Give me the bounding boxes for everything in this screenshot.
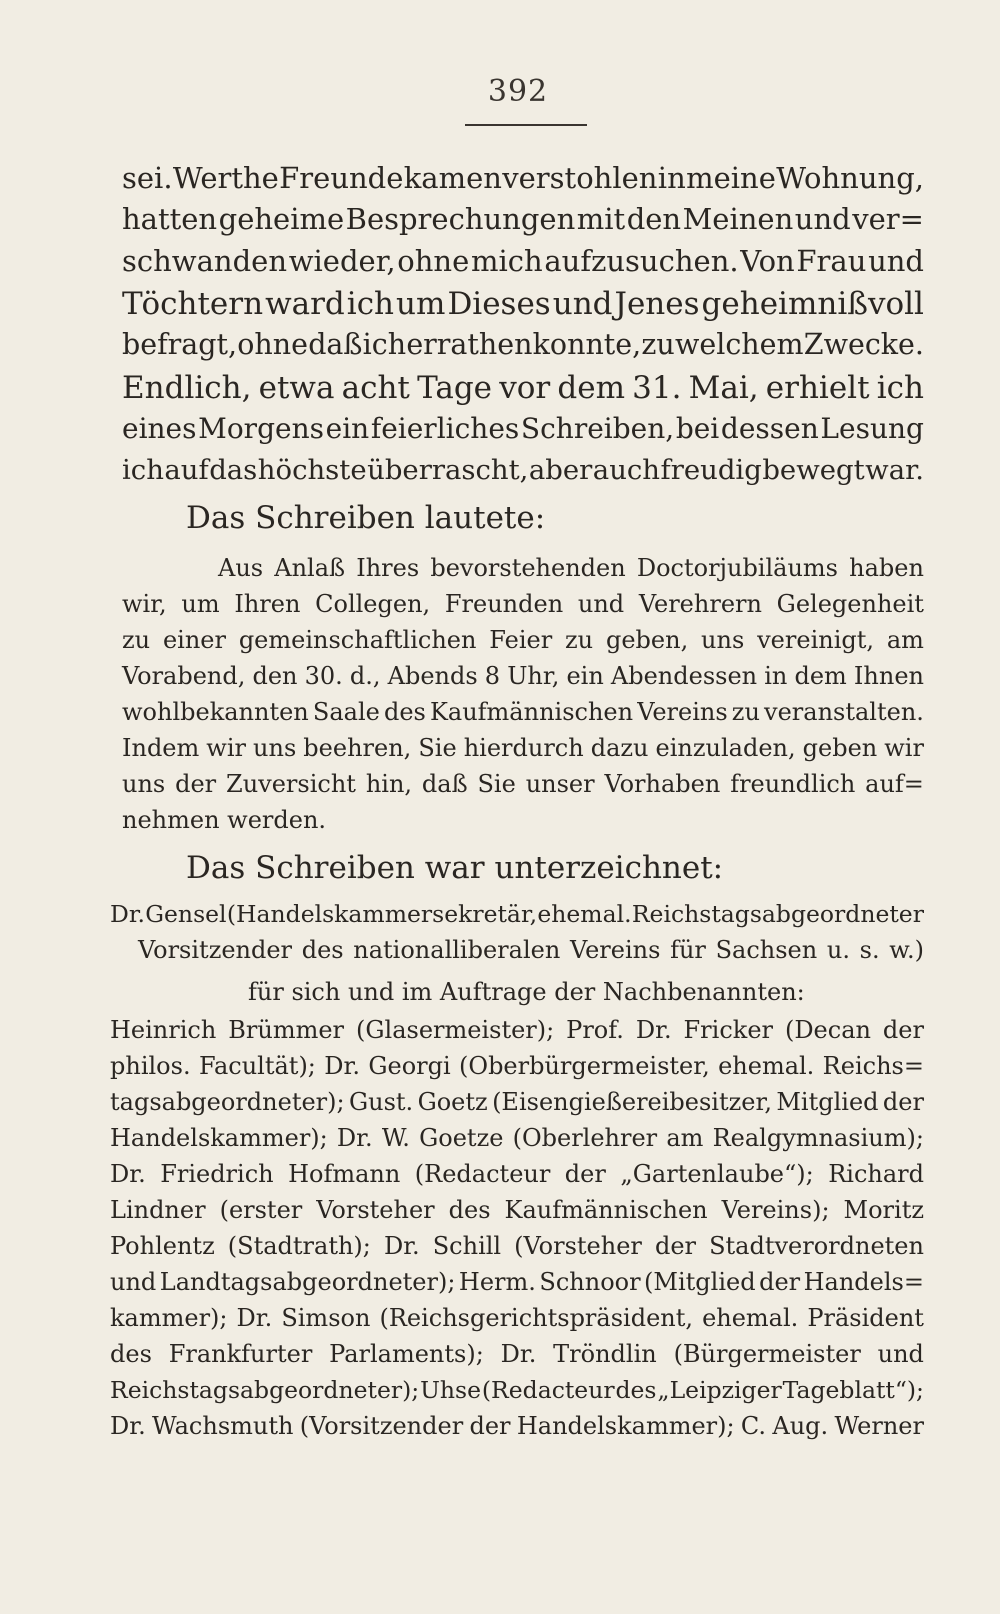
letter-line: wir, um Ihren Collegen, Freunden und Verehrern Gelegenheit <box>122 590 924 618</box>
text-line: Töchtern ward ich um Dieses und Jenes geheimnißvoll <box>122 286 924 322</box>
signatory-line: Dr. Gensel (Handelskammersekretär, ehemal. Reichstagsabgeordneter <box>110 900 924 928</box>
letter-line: Aus Anlaß Ihres bevorstehenden Doctorjubiläums haben <box>218 554 924 582</box>
letter-line: Indem wir uns beehren, Sie hierdurch dazu einzuladen, geben wir <box>122 734 924 762</box>
letter-line: uns der Zuversicht hin, daß Sie unser Vorhaben freundlich auf= <box>122 770 924 798</box>
signatory-line: Heinrich Brümmer (Glasermeister); Prof. Dr. Fricker (Decan der <box>110 1016 924 1044</box>
letter-line: wohlbekannten Saale des Kaufmännischen Vereins zu veranstalten. <box>122 698 924 726</box>
text-line: Endlich, etwa acht Tage vor dem 31. Mai, erhielt ich <box>122 370 924 406</box>
signatory-line: Dr. Friedrich Hofmann (Redacteur der „Gartenlaube“); Richard <box>110 1160 924 1188</box>
page-number-rule <box>465 124 587 126</box>
text-line: schwanden wieder, ohne mich aufzusuchen. Von Frau und <box>122 244 924 278</box>
signatory-line: kammer); Dr. Simson (Reichsgerichtspräsident, ehemal. Präsident <box>110 1304 924 1332</box>
text-line: eines Morgens ein feierliches Schreiben, bei dessen Lesung <box>122 412 924 445</box>
text-line: hatten geheime Besprechungen mit den Meinen und ver= <box>122 202 924 236</box>
signatory-line: Reichstagsabgeordneter); Uhse (Redacteur des „Leipziger Tageblatt“); <box>110 1376 924 1404</box>
signatory-line: und Landtagsabgeordneter); Herm. Schnoor (Mitglied der Handels= <box>110 1268 924 1296</box>
signatory-line: Vorsitzender des nationalliberalen Vereins für Sachsen u. s. w.) <box>138 936 924 964</box>
letter-line: nehmen werden. <box>122 806 327 834</box>
signatory-line: philos. Facultät); Dr. Georgi (Oberbürgermeister, ehemal. Reichs= <box>110 1052 924 1080</box>
text-line: ich auf das höchste überrascht, aber auch freudig bewegt war. <box>122 454 924 486</box>
signatory-line: tagsabgeordneter); Gust. Goetz (Eisengießereibesitzer, Mitglied der <box>110 1088 924 1116</box>
signatory-line-centered: für sich und im Auftrage der Nachbenannten: <box>248 978 805 1006</box>
signatory-line: des Frankfurter Parlaments); Dr. Tröndlin (Bürgermeister und <box>110 1340 924 1368</box>
text-line: befragt, ohne daß ich errathen konnte, zu welchem Zwecke. <box>122 328 924 361</box>
letter-intro: Das Schreiben lautete: <box>186 500 546 536</box>
signatory-line: Handelskammer); Dr. W. Goetze (Oberlehrer am Realgymnasium); <box>110 1124 924 1152</box>
signatory-line: Dr. Wachsmuth (Vorsitzender der Handelskammer); C. Aug. Werner <box>110 1412 924 1440</box>
text-line: sei. Werthe Freunde kamen verstohlen in meine Wohnung, <box>122 161 924 195</box>
letter-line: Vorabend, den 30. d., Abends 8 Uhr, ein Abendessen in dem Ihnen <box>122 662 924 690</box>
signatory-line: Pohlentz (Stadtrath); Dr. Schill (Vorsteher der Stadtverordneten <box>110 1232 924 1260</box>
signatory-line: Lindner (erster Vorsteher des Kaufmännischen Vereins); Moritz <box>110 1196 924 1224</box>
page-number: 392 <box>487 74 549 109</box>
signed-intro: Das Schreiben war unterzeichnet: <box>186 850 724 886</box>
letter-line: zu einer gemeinschaftlichen Feier zu geben, uns vereinigt, am <box>122 626 924 654</box>
